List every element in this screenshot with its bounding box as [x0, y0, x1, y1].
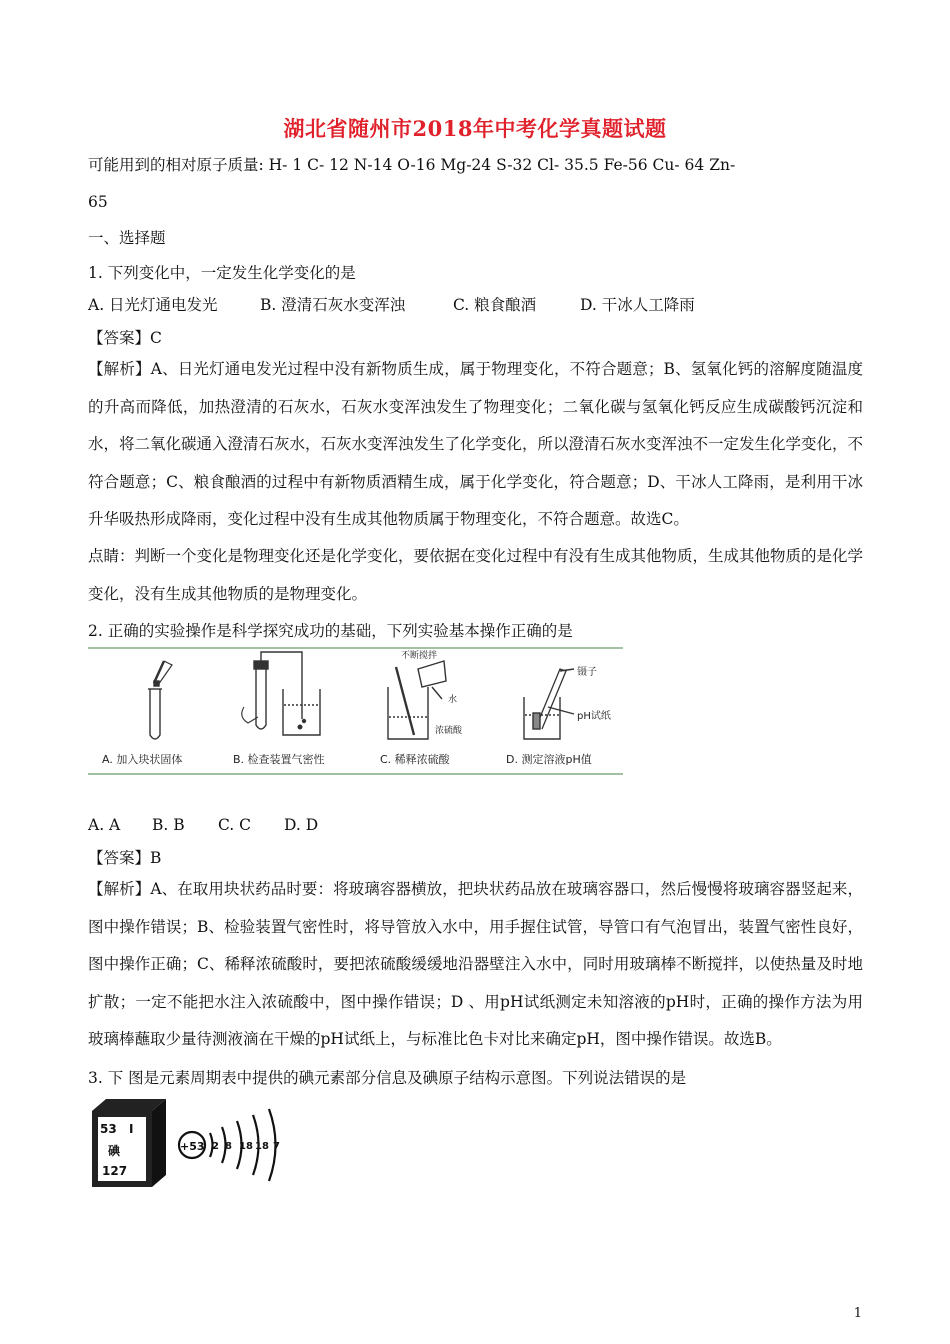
- q1-tip: 点睛：判断一个变化是物理变化还是化学变化，要依据在变化过程中有没有生成其他物质，生成其他物质的是化学变化，没有生成其他物质的是物理变化。: [88, 547, 864, 603]
- shell-2: 8: [225, 1141, 232, 1152]
- q1-analysis: 【解析】A、日光灯通电发光过程中没有新物质生成，属于物理变化，不符合题意；B、氢氧化钙的溶解度随温度的升高而降低，加热澄清的石灰水，石灰水变浑浊发生了物理变化；二氧化碳与氢氧化钙反应生成碳酸钙沉淀和水，将二氧化碳通入澄清石灰水，石灰水变浑浊发生了化学变化，所以澄清石灰水变浑浊不一定发生化学变化，不符合题意；C、粮食酿酒的过程中有新物质酒精生成，属于化学变化，符合题意；D、干冰人工降雨，是利用干冰升华吸热形成降雨，变化过程中没有生成其他物质属于物理变化，不符合题意。故选C。: [88, 360, 864, 528]
- q2-option-d: D. D: [284, 816, 319, 834]
- atomic-mass-line-1: 可能用到的相对原子质量: H- 1 C- 12 N-14 O-16 Mg-24 S-32 Cl- 35.5 Fe-56 Cu- 64 Zn-: [88, 156, 736, 174]
- q2-options: [88, 815, 318, 835]
- q3-stem: 3. 下 图是元素周期表中提供的碘元素部分信息及碘原子结构示意图。下列说法错误的是: [88, 1069, 687, 1087]
- q2-analysis: 【解析】A、在取用块状药品时要：将玻璃容器横放，把块状药品放在玻璃容器口，然后慢慢将玻璃容器竖起来，图中操作错误；B、检验装置气密性时，将导管放入水中，用手握住试管，导管口有气泡冒出，装置气密性良好，图中操作正确；C、稀释浓硫酸时，要把浓硫酸缓缓地沿器壁注入水中，同时用玻璃棒不断搅拌，以使热量及时地扩散；一定不能把水注入浓硫酸中，图中操作错误；D 、用pH试纸测定未知溶液的pH时，正确的操作方法为用玻璃棒蘸取少量待测液滴在干燥的pH试纸上，与标准比色卡对比来确定pH，图中操作错误。故选B。: [88, 880, 863, 1048]
- nucleus-charge: +53: [180, 1140, 205, 1153]
- q1-options: [88, 295, 695, 315]
- label-ph-paper: pH试纸: [577, 711, 611, 722]
- label-conc-sulfuric-acid: 浓硫酸: [435, 726, 463, 736]
- q2-option-a: A. A: [88, 816, 121, 834]
- shell-5: 7: [273, 1141, 280, 1152]
- shell-1: 2: [212, 1141, 219, 1152]
- q1-option-d: D. 干冰人工降雨: [580, 296, 695, 314]
- q1-option-c: C. 粮食酿酒: [453, 296, 537, 314]
- section-heading: 一、选择题: [88, 229, 166, 247]
- page-number: 1: [853, 1306, 862, 1321]
- caption-c: C. 稀释浓硫酸: [380, 753, 450, 766]
- label-water: 水: [448, 695, 458, 705]
- page-title: 湖北省随州市2018年中考化学真题试题: [283, 116, 667, 141]
- q1-stem: 1. 下列变化中，一定发生化学变化的是: [88, 264, 356, 282]
- q1-answer: 【答案】C: [88, 329, 162, 347]
- label-stirring: 不断搅拌: [401, 651, 438, 661]
- element-symbol: I: [129, 1122, 134, 1136]
- atomic-mass-line-2: 65: [88, 193, 108, 211]
- q2-answer: 【答案】B: [88, 849, 162, 867]
- q1-option-a: A. 日光灯通电发光: [88, 296, 218, 314]
- q3-iodine-figure: [88, 1097, 293, 1189]
- shell-4: 18: [255, 1141, 269, 1152]
- shell-3: 18: [239, 1141, 253, 1152]
- caption-d: D. 测定溶液pH值: [506, 753, 592, 766]
- element-number: 53: [100, 1122, 117, 1136]
- label-tweezers: 镊子: [577, 667, 597, 678]
- element-name: 碘: [108, 1144, 121, 1158]
- element-mass: 127: [102, 1164, 128, 1178]
- caption-a: A. 加入块状固体: [102, 753, 183, 766]
- caption-b: B. 检查装置气密性: [233, 753, 325, 766]
- q2-stem: 2. 正确的实验操作是科学探究成功的基础，下列实验基本操作正确的是: [88, 622, 573, 640]
- q2-option-c: C. C: [218, 816, 252, 834]
- q2-option-b: B. B: [152, 816, 185, 834]
- q2-lab-operations-figure: [88, 647, 623, 775]
- q1-option-b: B. 澄清石灰水变浑浊: [260, 296, 406, 314]
